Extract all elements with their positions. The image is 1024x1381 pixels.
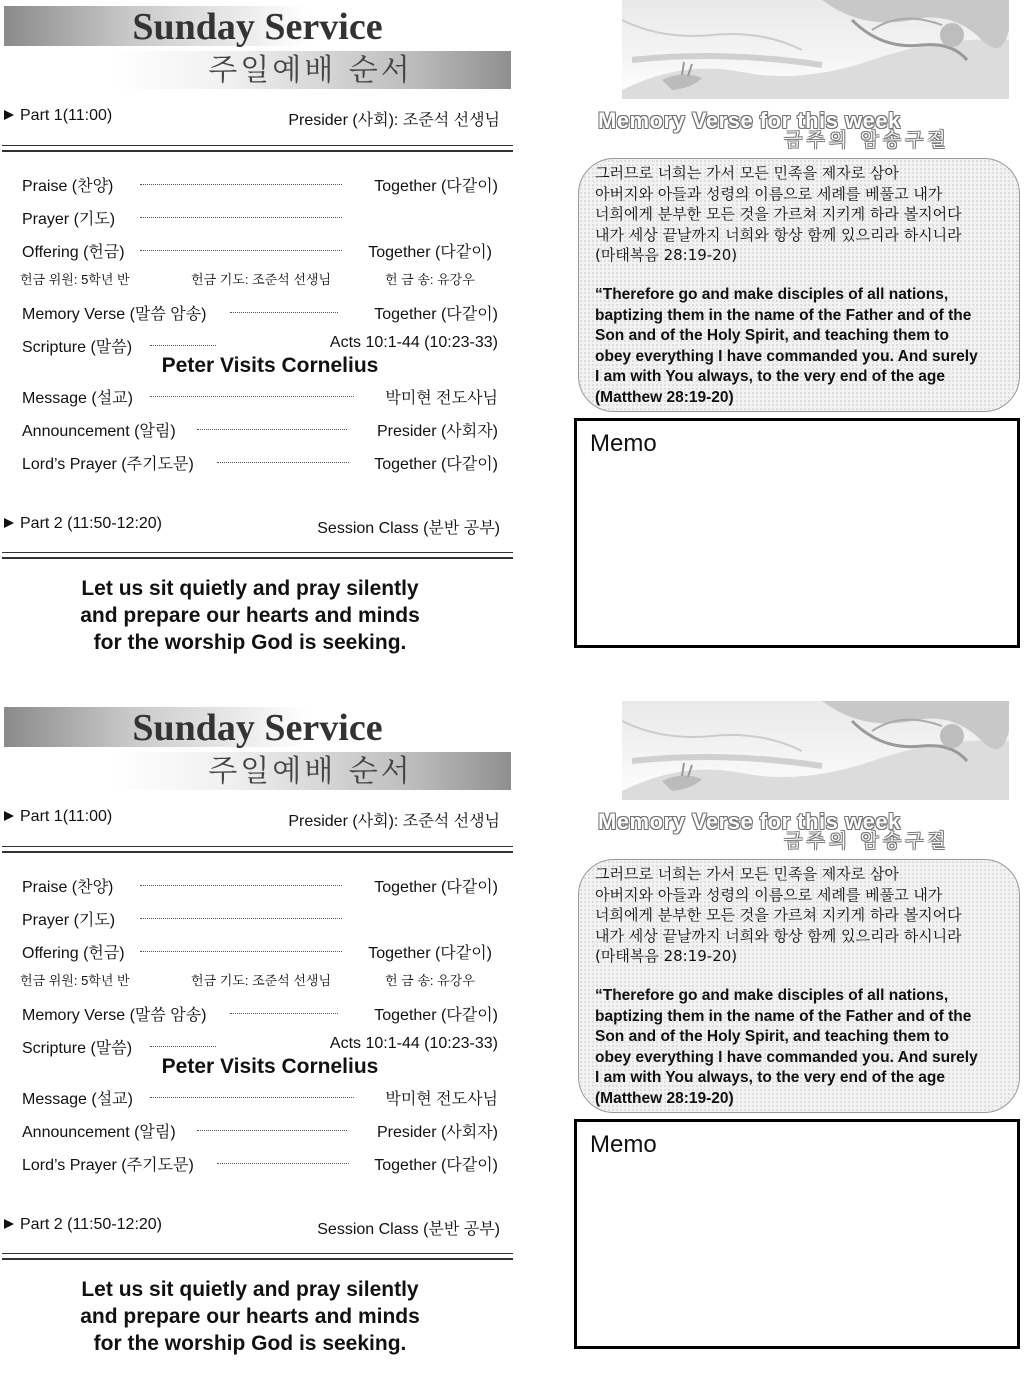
dot-leader — [140, 238, 342, 251]
verse-korean-line: 내가 세상 끝날까지 너희와 항상 함께 있으리라 하시니라 — [595, 926, 962, 945]
verse-english-line: Son and of the Holy Spirit, and teaching them to — [595, 1028, 949, 1045]
play-arrow-icon — [4, 518, 14, 528]
order-value: 박미현 전도사님 — [385, 1091, 498, 1108]
sketch-illustration — [622, 701, 1009, 800]
order-row-praise — [22, 873, 498, 895]
dot-leader — [197, 1118, 347, 1131]
subtitle-banner — [110, 51, 511, 89]
memo-box[interactable] — [574, 1119, 1020, 1349]
part1-presider: Presider (사회): 조준석 선생님 — [288, 813, 500, 830]
order-value: Together (다같이) — [374, 456, 498, 473]
dot-leader — [217, 450, 349, 463]
order-row-praise — [22, 172, 498, 194]
memory-verse-box — [578, 158, 1020, 412]
illustration-image — [622, 0, 1009, 99]
verse-korean-line: 아버지와 아들과 성령의 이름으로 세례를 베풀고 내가 — [595, 885, 943, 904]
dot-leader — [140, 205, 342, 218]
order-row-lords-prayer — [22, 450, 498, 472]
order-value: Acts 10:1-44 (10:23-33) — [329, 334, 498, 351]
part2-activity: Session Class (분반 공부) — [317, 1221, 500, 1238]
dot-leader — [150, 333, 216, 346]
order-value: Together (다같이) — [374, 1157, 498, 1174]
order-label: Scripture (말씀) — [22, 1040, 133, 1057]
closing-prayer-line: Let us sit quietly and pray silently — [81, 577, 419, 600]
closing-prayer-line: and prepare our hearts and minds — [80, 604, 420, 627]
order-label: Offering (헌금) — [22, 244, 125, 261]
order-row-memory-verse — [22, 1001, 498, 1023]
divider — [2, 846, 513, 853]
order-value: Together (다같이) — [374, 1007, 498, 1024]
offering-song: 헌 금 송: 유강우 — [385, 973, 475, 988]
play-arrow-icon — [4, 1219, 14, 1229]
order-label: Prayer (기도) — [22, 912, 116, 929]
verse-english-line: “Therefore go and make disciples of all nations, — [595, 987, 949, 1004]
bulletin-copy-top — [0, 0, 1024, 680]
part2-label: Part 2 (11:50-12:20) — [20, 515, 163, 532]
subtitle-banner — [110, 752, 511, 790]
closing-prayer-line: for the worship God is seeking. — [93, 1332, 407, 1355]
order-value: Presider (사회자) — [376, 423, 498, 440]
verse-korean-line: 아버지와 아들과 성령의 이름으로 세례를 베풀고 내가 — [595, 184, 943, 203]
order-value: 박미현 전도사님 — [385, 390, 498, 407]
order-value: Together (다같이) — [374, 306, 498, 323]
closing-prayer-line: Let us sit quietly and pray silently — [81, 1278, 419, 1301]
order-label: Lord’s Prayer (주기도문) — [22, 456, 194, 473]
order-label: Praise (찬양) — [22, 879, 114, 896]
offering-details — [20, 269, 500, 287]
page-subtitle: 주일예배 순서 — [208, 53, 413, 88]
order-row-scripture — [22, 333, 498, 355]
verse-english-line: “Therefore go and make disciples of all nations, — [595, 286, 949, 303]
memory-verse-subtitle: 금주의 암송구절 — [784, 130, 950, 151]
order-label: Announcement (알림) — [22, 423, 176, 440]
order-row-scripture — [22, 1034, 498, 1056]
page-title: Sunday Service — [132, 6, 383, 48]
verse-korean-line: 너희에게 분부한 모든 것을 가르쳐 지키게 하라 볼지어다 — [595, 906, 962, 924]
offering-prayer: 헌금 기도: 조준석 선생님 — [191, 272, 332, 287]
order-value: Acts 10:1-44 (10:23-33) — [329, 1035, 498, 1052]
part2-activity: Session Class (분반 공부) — [317, 520, 500, 537]
part1-row — [4, 807, 500, 829]
part2-row — [4, 514, 500, 536]
order-label: Memory Verse (말씀 암송) — [22, 306, 207, 323]
order-row-lords-prayer — [22, 1151, 498, 1173]
dot-leader — [217, 1151, 349, 1164]
bulletin-copy-bottom — [0, 701, 1024, 1381]
verse-korean — [595, 864, 1024, 967]
dot-leader — [197, 417, 347, 430]
verse-english-line: Son and of the Holy Spirit, and teaching them to — [595, 327, 949, 344]
order-label: Message (설교) — [22, 1091, 133, 1108]
offering-committee: 헌금 위원: 5학년 반 — [20, 973, 130, 988]
part2-label: Part 2 (11:50-12:20) — [20, 1216, 163, 1233]
memory-verse-box — [578, 859, 1020, 1113]
part2-row — [4, 1215, 500, 1237]
offering-song: 헌 금 송: 유강우 — [385, 272, 475, 287]
dot-leader — [230, 300, 338, 313]
verse-english-line: baptizing them in the name of the Father and of the — [595, 306, 972, 324]
title-banner — [4, 707, 511, 747]
closing-prayer — [40, 1276, 460, 1357]
sermon-title: Peter Visits Cornelius — [161, 354, 379, 377]
sermon-title: Peter Visits Cornelius — [161, 1055, 379, 1078]
memory-verse-title: Memory Verse for this week — [598, 108, 901, 133]
order-row-prayer — [22, 906, 498, 928]
verse-korean-line: 그러므로 너희는 가서 모든 민족을 제자로 삼아 — [595, 865, 899, 883]
divider — [2, 552, 513, 559]
verse-english — [595, 285, 1019, 408]
closing-prayer — [40, 575, 460, 656]
order-value: Together (다같이) — [374, 178, 498, 195]
dot-leader — [150, 384, 354, 397]
memory-verse-subtitle: 금주의 암송구절 — [784, 831, 950, 852]
dot-leader — [140, 906, 342, 919]
verse-english-line: I am with You always, to the very end of the age — [595, 368, 945, 385]
order-row-prayer — [22, 205, 498, 227]
dot-leader — [140, 172, 342, 185]
order-label: Lord’s Prayer (주기도문) — [22, 1157, 194, 1174]
order-label: Offering (헌금) — [22, 945, 125, 962]
order-row-offering — [22, 939, 498, 961]
part1-row — [4, 106, 500, 128]
closing-prayer-line: for the worship God is seeking. — [93, 631, 407, 654]
dot-leader — [140, 873, 342, 886]
order-label: Memory Verse (말씀 암송) — [22, 1007, 207, 1024]
sketch-illustration — [622, 0, 1009, 99]
order-label: Scripture (말씀) — [22, 339, 133, 356]
order-row-announcement — [22, 1118, 498, 1140]
order-row-memory-verse — [22, 300, 498, 322]
illustration-image — [622, 701, 1009, 800]
part1-label: Part 1(11:00) — [20, 107, 113, 124]
verse-korean-line: (마태복음 28:19-20) — [595, 947, 738, 965]
title-banner — [4, 6, 511, 46]
memory-verse-title: Memory Verse for this week — [598, 809, 901, 834]
order-value: Presider (사회자) — [376, 1124, 498, 1141]
order-label: Praise (찬양) — [22, 178, 114, 195]
order-value: Together (다같이) — [368, 945, 492, 962]
dot-leader — [150, 1085, 354, 1098]
verse-korean-line: 너희에게 분부한 모든 것을 가르쳐 지키게 하라 볼지어다 — [595, 205, 962, 223]
offering-committee: 헌금 위원: 5학년 반 — [20, 272, 130, 287]
order-row-message — [22, 384, 498, 406]
order-row-offering — [22, 238, 498, 260]
verse-english-line: baptizing them in the name of the Father and of the — [595, 1007, 972, 1025]
verse-korean — [595, 163, 1024, 266]
order-value: Together (다같이) — [368, 244, 492, 261]
verse-korean-line: (마태복음 28:19-20) — [595, 246, 738, 264]
dot-leader — [230, 1001, 338, 1014]
order-label: Message (설교) — [22, 390, 133, 407]
memo-label: Memo — [590, 430, 657, 457]
verse-english-line: I am with You always, to the very end of the age — [595, 1069, 945, 1086]
dot-leader — [140, 939, 342, 952]
order-value: Together (다같이) — [374, 879, 498, 896]
order-row-announcement — [22, 417, 498, 439]
verse-english — [595, 986, 1019, 1109]
offering-prayer: 헌금 기도: 조준석 선생님 — [191, 973, 332, 988]
play-arrow-icon — [4, 811, 14, 821]
verse-english-line: (Matthew 28:19-20) — [595, 388, 734, 406]
offering-details — [20, 970, 500, 988]
order-label: Prayer (기도) — [22, 211, 116, 228]
divider — [2, 145, 513, 152]
page-subtitle: 주일예배 순서 — [208, 754, 413, 789]
order-row-message — [22, 1085, 498, 1107]
page-title: Sunday Service — [132, 707, 383, 749]
part1-presider: Presider (사회): 조준석 선생님 — [288, 112, 500, 129]
order-label: Announcement (알림) — [22, 1124, 176, 1141]
part1-label: Part 1(11:00) — [20, 808, 113, 825]
divider — [2, 1253, 513, 1260]
verse-korean-line: 그러므로 너희는 가서 모든 민족을 제자로 삼아 — [595, 164, 899, 182]
verse-english-line: obey everything I have commanded you. And surely — [595, 1048, 978, 1066]
verse-english-line: (Matthew 28:19-20) — [595, 1089, 734, 1107]
verse-korean-line: 내가 세상 끝날까지 너희와 항상 함께 있으리라 하시니라 — [595, 225, 962, 244]
play-arrow-icon — [4, 110, 14, 120]
memo-label: Memo — [590, 1131, 657, 1158]
dot-leader — [150, 1034, 216, 1047]
memo-box[interactable] — [574, 418, 1020, 648]
closing-prayer-line: and prepare our hearts and minds — [80, 1305, 420, 1328]
verse-english-line: obey everything I have commanded you. And surely — [595, 347, 978, 365]
